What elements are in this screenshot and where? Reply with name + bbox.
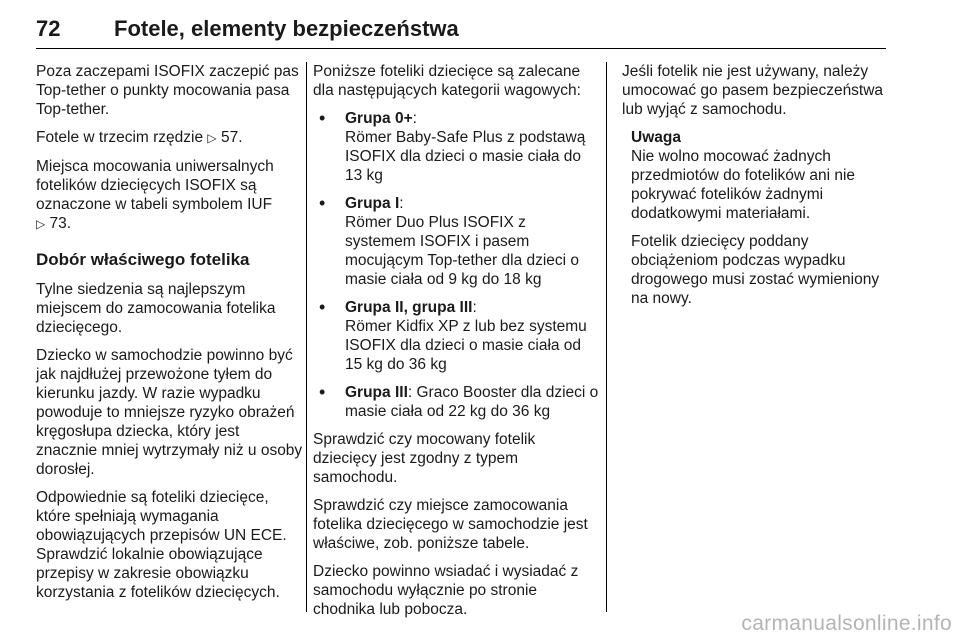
paragraph: Sprawdzić czy mocowany fotelik dziecięcy jest zgodny z typem samochodu. (313, 431, 536, 486)
list-item: • Grupa I: Römer Duo Plus ISOFIX z systemem ISOFIX i pasem mocującym Top-tether dla dzieci o masie ciała od 9 kg do 18 kg (319, 194, 599, 289)
column-1 (36, 62, 304, 611)
paragraph: Poniższe foteliki dziecięce są zalecane dla następujących kategorii wagowych: (313, 63, 581, 99)
arrow-reference-icon: ▷ (207, 131, 217, 145)
paragraph: Sprawdzić czy miejsce zamocowania fotelika dziecięcego w samochodzie jest właściwe, zob. poniższe tabele. (313, 497, 588, 552)
note-paragraph: Fotelik dziecięcy poddany obciążeniom podczas wypadku drogowego musi zostać wymieniony na nowy. (631, 233, 880, 307)
paragraph (36, 157, 304, 234)
list-item (319, 383, 599, 421)
group-description: : Graco Booster dla dzieci o masie ciała od 22 kg do 36 kg (345, 384, 599, 420)
page-header (36, 8, 886, 48)
column-3 (622, 62, 890, 317)
paragraph (36, 128, 304, 148)
note-paragraph: Nie wolno mocować żadnych przedmiotów do fotelików ani nie pokrywać fotelików żadnymi dodatkowymi materiałami. (631, 148, 856, 222)
paragraph: Odpowiednie są foteliki dziecięce, które spełniają wymagania obowiązujących przepisów UN ECE. Sprawdzić lokalnie obowiązujące przepisy w zakresie obowiązku korzystania z fotelików dziecięcych. (36, 489, 287, 601)
paragraph: Dziecko w samochodzie powinno być jak najdłużej przewożone tyłem do kierunku jazdy. W razie wypadku powoduje to mniejsze ryzyko obrażeń kręgosłupa dziecka, który jest znacznie mniej wytrzymały niż u osoby dorosłej. (36, 347, 303, 478)
group-description: Römer Duo Plus ISOFIX z systemem ISOFIX i pasem mocującym Top-tether dla dzieci o masie ciała od 9 kg do 18 kg (345, 214, 580, 288)
reference-page: 73. (49, 215, 72, 232)
paragraph: Tylne siedzenia są najlepszym miejscem do zamocowania fotelika dziecięcego. (36, 281, 276, 336)
column-2 (313, 62, 599, 628)
group-description: Römer Kidfix XP z lub bez systemu ISOFIX dla dzieci o masie ciała od 15 kg do 36 kg (345, 318, 587, 373)
paragraph-text: Fotele w trzecim rzędzie (36, 129, 204, 146)
note-label: Uwaga (631, 129, 681, 146)
page-title: Fotele, elementy bezpieczeństwa (114, 16, 459, 41)
page-number: 72 (36, 16, 61, 41)
paragraph: Dziecko powinno wsiadać i wysiadać z samochodu wyłącznie po stronie chodnika lub pobocza. (313, 563, 579, 618)
section-heading: Dobór właściwego fotelika (36, 250, 250, 269)
watermark: carmanualsonline.info (741, 612, 952, 635)
paragraph: Jeśli fotelik nie jest używany, należy umocować go pasem bezpieczeństwa lub wyjąć z samochodu. (622, 63, 884, 118)
note-box (622, 128, 890, 308)
header-rule (36, 48, 886, 49)
column-divider (306, 62, 307, 612)
page-reference-link[interactable] (36, 215, 71, 232)
group-title: Grupa III (345, 384, 408, 401)
reference-page: 57. (220, 129, 243, 146)
list-item: • Grupa II, grupa III: Römer Kidfix XP z lub bez systemu ISOFIX dla dzieci o masie ciała od 15 kg do 36 kg (319, 298, 599, 374)
paragraph-text: Miejsca mocowania uniwersalnych fotelików dziecięcych ISOFIX są oznaczone w tabeli symbolem IUF (36, 158, 274, 213)
child-seat-list (313, 109, 599, 421)
page-reference-link[interactable] (207, 129, 242, 146)
group-description: Römer Baby-Safe Plus z podstawą ISOFIX dla dzieci o masie ciała do 13 kg (345, 129, 586, 184)
list-item: • Grupa 0+: Römer Baby-Safe Plus z podstawą ISOFIX dla dzieci o masie ciała do 13 kg (319, 109, 599, 185)
group-title: Grupa 0+ (345, 110, 413, 127)
group-title: Grupa I (345, 195, 400, 212)
arrow-reference-icon: ▷ (36, 217, 46, 231)
column-divider (606, 62, 607, 612)
paragraph: Poza zaczepami ISOFIX zaczepić pas Top-tether o punkty mocowania pasa Top-tether. (36, 63, 299, 118)
group-title: Grupa II, grupa III (345, 299, 473, 316)
